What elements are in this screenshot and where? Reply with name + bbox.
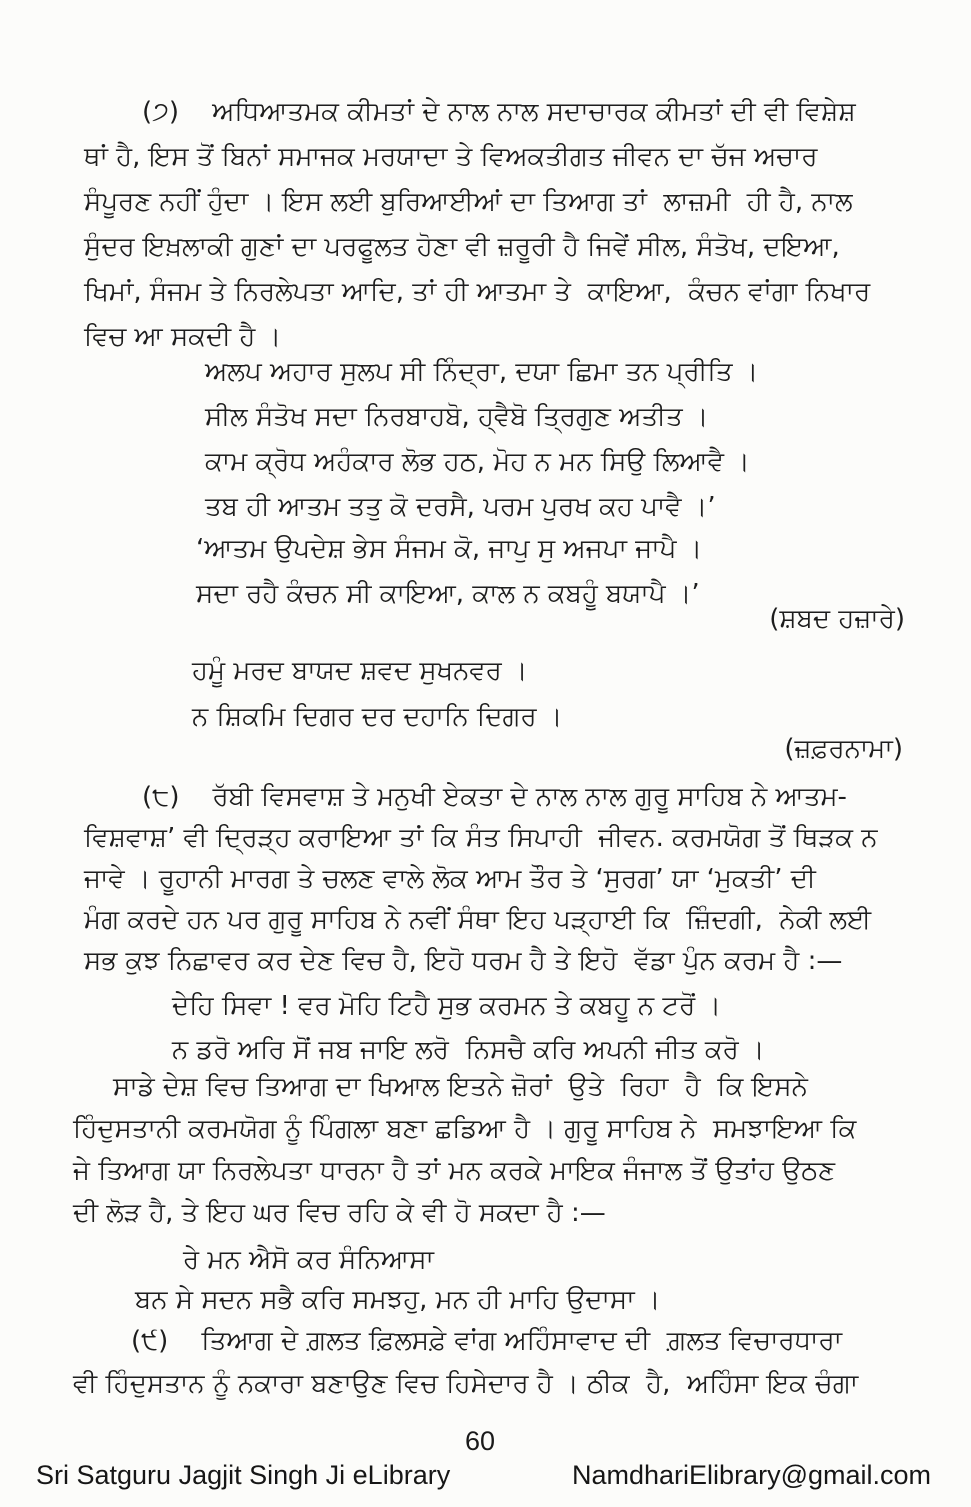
text-line: ਹਿੰਦੁਸਤਾਨੀ ਕਰਮਯੋਗ ਨੂੰ ਪਿੰਗਲਾ ਬਣਾ ਛਡਿਆ ਹੈ । ਗੁਰੂ ਸਾਹਿਬ ਨੇ ਸਮਝਾਇਆ ਕਿ (73, 1114, 857, 1144)
text-line: ਜੇ ਤਿਆਗ ਯਾ ਨਿਰਲੇਪਤਾ ਧਾਰਨਾ ਹੈ ਤਾਂ ਮਨ ਕਰਕੇ ਮਾਇਕ ਜੰਜਾਲ ਤੋਂ ਉਤਾਂਹ ਉਠਣ (73, 1156, 836, 1186)
text-line: ਰੇ ਮਨ ਐਸੋ ਕਰ ਸੰਨਿਆਸਾ (183, 1245, 434, 1275)
text-line: ਨ ਸ਼ਿਕਮਿ ਦਿਗਰ ਦਰ ਦਹਾਨਿ ਦਿਗਰ । (192, 702, 563, 732)
verse-deh-siva (172, 984, 765, 1072)
text-line: ਬਨ ਸੇ ਸਦਨ ਸਭੈ ਕਰਿ ਸਮਝਹੁ, ਮਨ ਹੀ ਮਾਹਿ ਉਦਾਸਾ । (135, 1285, 661, 1315)
text-line: ਸੁੰਦਰ ਇਖ਼ਲਾਕੀ ਗੁਣਾਂ ਦਾ ਪਰਫੂਲਤ ਹੋਣਾ ਵੀ ਜ਼ਰੂਰੀ ਹੈ ਜਿਵੇਂ ਸੀਲ, ਸੰਤੋਖ, ਦਇਆ, (84, 232, 840, 262)
paragraph-tyag (73, 1066, 911, 1234)
text-line: ਵਿਸ਼ਵਾਸ਼’ ਵੀ ਦ੍ਰਿੜ੍ਹ ਕਰਾਇਆ ਤਾਂ ਕਿ ਸੰਤ ਸਿਪਾਹੀ ਜੀਵਨ. ਕਰਮਯੋਗ ਤੋਂ ਥਿੜਕ ਨ (84, 823, 878, 853)
couplet-zafarnama (192, 648, 562, 740)
text-line: (੮) ਰੱਬੀ ਵਿਸਵਾਸ਼ ਤੇ ਮਨੁਖੀ ਏਕਤਾ ਦੇ ਨਾਲ ਨਾਲ ਗੁਰੂ ਸਾਹਿਬ ਨੇ ਆਤਮ- (142, 782, 847, 812)
text-line: ਨ ਡਰੋ ਅਰਿ ਸੋਂ ਜਬ ਜਾਇ ਲਰੋ ਨਿਸਚੈ ਕਰਿ ਅਪਨੀ ਜੀਤ ਕਰੋ । (172, 1035, 765, 1065)
paragraph-7 (84, 90, 910, 360)
text-line: ਥਾਂ ਹੈ, ਇਸ ਤੋਂ ਬਿਨਾਂ ਸਮਾਜਕ ਮਰਯਾਦਾ ਤੇ ਵਿਅਕਤੀਗਤ ਜੀਵਨ ਦਾ ਚੱਜ ਅਚਾਰ (84, 142, 818, 172)
text-line: ਵੀ ਹਿੰਦੁਸਤਾਨ ਨੂੰ ਨਕਾਰਾ ਬਣਾਉਣ ਵਿਚ ਹਿਸੇਦਾਰ ਹੈ । ਠੀਕ ਹੈ, ਅਹਿੰਸਾ ਇਕ ਚੰਗਾ (73, 1369, 859, 1399)
text-line: ਸਭ ਕੁਝ ਨਿਛਾਵਰ ਕਰ ਦੇਣ ਵਿਚ ਹੈ, ਇਹੋ ਧਰਮ ਹੈ ਤੇ ਇਹੋ ਵੱਡਾ ਪੁੰਨ ਕਰਮ ਹੈ :— (84, 946, 843, 976)
text-line: ਸਦਾ ਰਹੈ ਕੰਚਨ ਸੀ ਕਾਇਆ, ਕਾਲ ਨ ਕਬਹੂੰ ਬਯਾਪੈ ।’ (196, 579, 700, 609)
text-line: ਅਲਪ ਅਹਾਰ ਸੁਲਪ ਸੀ ਨਿੰਦ੍ਰਾ, ਦਯਾ ਛਿਮਾ ਤਨ ਪ੍ਰੀਤਿ । (205, 357, 759, 387)
attribution-zafarnama: (ਜ਼ਫ਼ਰਨਾਮਾ) (784, 734, 903, 764)
text-line: ਹਮੂੰ ਮਰਦ ਬਾਯਦ ਸ਼ਵਦ ਸੁਖਨਵਰ । (192, 656, 528, 686)
text-line: ਖਿਮਾਂ, ਸੰਜਮ ਤੇ ਨਿਰਲੇਪਤਾ ਆਦਿ, ਤਾਂ ਹੀ ਆਤਮਾ ਤੇ ਕਾਇਆ, ਕੰਚਨ ਵਾਂਗਾ ਨਿਖਾਰ (84, 277, 871, 307)
email-stamp-text: NamdhariElibrary@gmail.com (572, 1460, 932, 1490)
text-line: (੯) ਤਿਆਗ ਦੇ ਗ਼ਲਤ ਫ਼ਿਲਸਫ਼ੇ ਵਾਂਗ ਅਹਿੰਸਾਵਾਦ ਦੀ ਗ਼ਲਤ ਵਿਚਾਰਧਾਰਾ (131, 1326, 843, 1356)
text-line: ਸਾਡੇ ਦੇਸ਼ ਵਿਚ ਤਿਆਗ ਦਾ ਖਿਆਲ ਇਤਨੇ ਜ਼ੋਰਾਂ ਉਤੇ ਰਿਹਾ ਹੈ ਕਿ ਇਸਨੇ (113, 1072, 808, 1102)
page-number: 60 (464, 1426, 496, 1456)
attribution-shabad-hazare: (ਸ਼ਬਦ ਹਜ਼ਾਰੇ) (769, 604, 905, 634)
verse-shabad-hazare-2 (196, 527, 702, 617)
text-line: ਜਾਵੇ । ਰੂਹਾਨੀ ਮਾਰਗ ਤੇ ਚਲਣ ਵਾਲੇ ਲੋਕ ਆਮ ਤੌਰ ਤੇ ‘ਸੁਰਗ’ ਯਾ ‘ਮੁਕਤੀ’ ਦੀ (84, 864, 816, 894)
paragraph-8 (84, 777, 910, 982)
text-line: ਮੰਗ ਕਰਦੇ ਹਨ ਪਰ ਗੁਰੂ ਸਾਹਿਬ ਨੇ ਨਵੀਂ ਸੰਥਾ ਇਹ ਪੜ੍ਹਾਈ ਕਿ ਜ਼ਿੰਦਗੀ, ਨੇਕੀ ਲਈ (84, 905, 872, 935)
text-line: ਸੀਲ ਸੰਤੋਖ ਸਦਾ ਨਿਰਬਾਹਬੋ, ਹ੍ਵੈਬੋ ਤ੍ਰਿਗੁਣ ਅਤੀਤ । (205, 402, 709, 432)
paragraph-9 (73, 1320, 911, 1406)
text-line: ਦੇਹਿ ਸਿਵਾ ! ਵਰ ਮੋਹਿ ਟਿਹੈ ਸੁਭ ਕਰਮਨ ਤੇ ਕਬਹੂ ਨ ਟਰੋਂ । (172, 991, 721, 1021)
text-line: ਕਾਮ ਕ੍ਰੋਧ ਅਹੰਕਾਰ ਲੋਭ ਹਠ, ਮੋਹ ਨ ਮਨ ਸਿਉ ਲਿਆਵੈ । (205, 447, 750, 477)
elibrary-stamp-text: Sri Satguru Jagjit Singh Ji eLibrary (36, 1460, 451, 1490)
text-line: ਸੰਪੂਰਣ ਨਹੀਂ ਹੁੰਦਾ । ਇਸ ਲਈ ਬੁਰਿਆਈਆਂ ਦਾ ਤਿਆਗ ਤਾਂ ਲਾਜ਼ਮੀ ਹੀ ਹੈ, ਨਾਲ (84, 187, 853, 217)
verse-shabad-hazare-1 (205, 350, 758, 530)
text-line: (੭) ਅਧਿਆਤਮਕ ਕੀਮਤਾਂ ਦੇ ਨਾਲ ਨਾਲ ਸਦਾਚਾਰਕ ਕੀਮਤਾਂ ਦੀ ਵੀ ਵਿਸ਼ੇਸ਼ (142, 97, 856, 127)
text-line: ਦੀ ਲੋੜ ਹੈ, ਤੇ ਇਹ ਘਰ ਵਿਚ ਰਹਿ ਕੇ ਵੀ ਹੋ ਸਕਦਾ ਹੈ :— (73, 1198, 606, 1228)
text-line: ਤਬ ਹੀ ਆਤਮ ਤਤੁ ਕੋ ਦਰਸੈ, ਪਰਮ ਪੁਰਖ ਕਹ ਪਾਵੈ ।’ (205, 492, 716, 522)
verse-re-man (135, 1240, 660, 1320)
text-line: ‘ਆਤਮ ਉਪਦੇਸ਼ ਭੇਸ ਸੰਜਮ ਕੋ, ਜਾਪੁ ਸੁ ਅਜਪਾ ਜਾਪੈ । (196, 534, 703, 564)
text-line: ਵਿਚ ਆ ਸਕਦੀ ਹੈ । (84, 322, 282, 352)
